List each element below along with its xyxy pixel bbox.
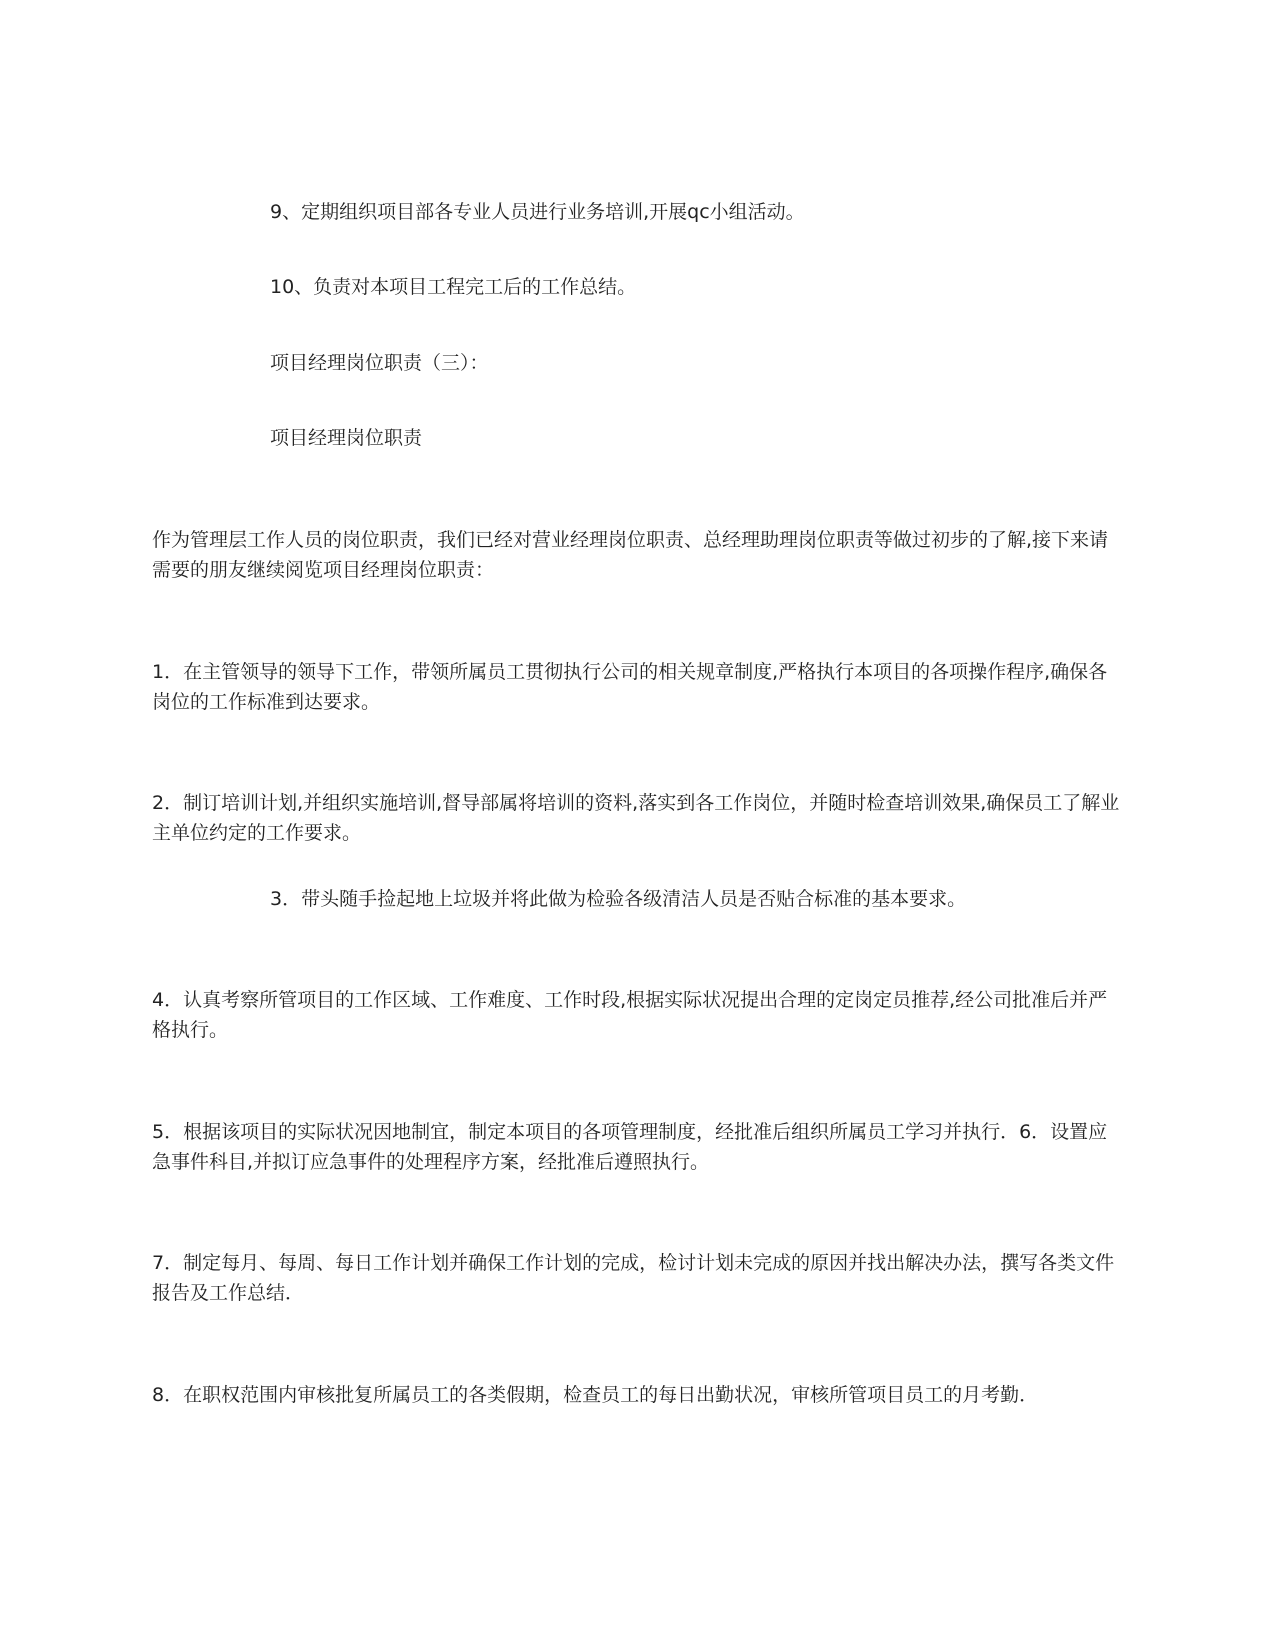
duty-item-4: 4．认真考察所管项目的工作区域、工作难度、工作时段,根据实际状况提出合理的定岗定员推荐,经公司批准后并严格执行。 xyxy=(152,989,1108,1041)
duty-item-3: 3．带头随手捡起地上垃圾并将此做为检验各级清洁人员是否贴合标准的基本要求。 xyxy=(270,888,967,910)
duty-item-1: 1．在主管领导的领导下工作，带领所属员工贯彻执行公司的相关规章制度,严格执行本项目的各项操作程序,确保各岗位的工作标准到达要求。 xyxy=(152,661,1108,713)
paragraph-item-10: 10、负责对本项目工程完工后的工作总结。 xyxy=(270,276,637,298)
duty-item-5-6: 5．根据该项目的实际状况因地制宜，制定本项目的各项管理制度，经批准后组织所属员工学习并执行．6．设置应急事件科目,并拟订应急事件的处理程序方案，经批准后遵照执行。 xyxy=(152,1121,1108,1173)
duty-item-8: 8．在职权范围内审核批复所属员工的各类假期，检查员工的每日出勤状况，审核所管项目员工的月考勤． xyxy=(152,1384,1039,1406)
duty-item-2: 2．制订培训计划,并组织实施培训,督导部属将培训的资料,落实到各工作岗位，并随时检查培训效果,确保员工了解业主单位约定的工作要求。 xyxy=(152,792,1120,844)
section-title: 项目经理岗位职责 xyxy=(270,427,423,449)
paragraph-item-9: 9、定期组织项目部各专业人员进行业务培训,开展qc小组活动。 xyxy=(270,201,805,223)
section-heading: 项目经理岗位职责（三）： xyxy=(270,352,489,374)
duty-item-7: 7．制定每月、每周、每日工作计划并确保工作计划的完成，检讨计划未完成的原因并找出解决办法，撰写各类文件报告及工作总结． xyxy=(152,1252,1115,1304)
intro-paragraph: 作为管理层工作人员的岗位职责，我们已经对营业经理岗位职责、总经理助理岗位职责等做过初步的了解,接下来请需要的朋友继续阅览项目经理岗位职责： xyxy=(152,529,1109,581)
